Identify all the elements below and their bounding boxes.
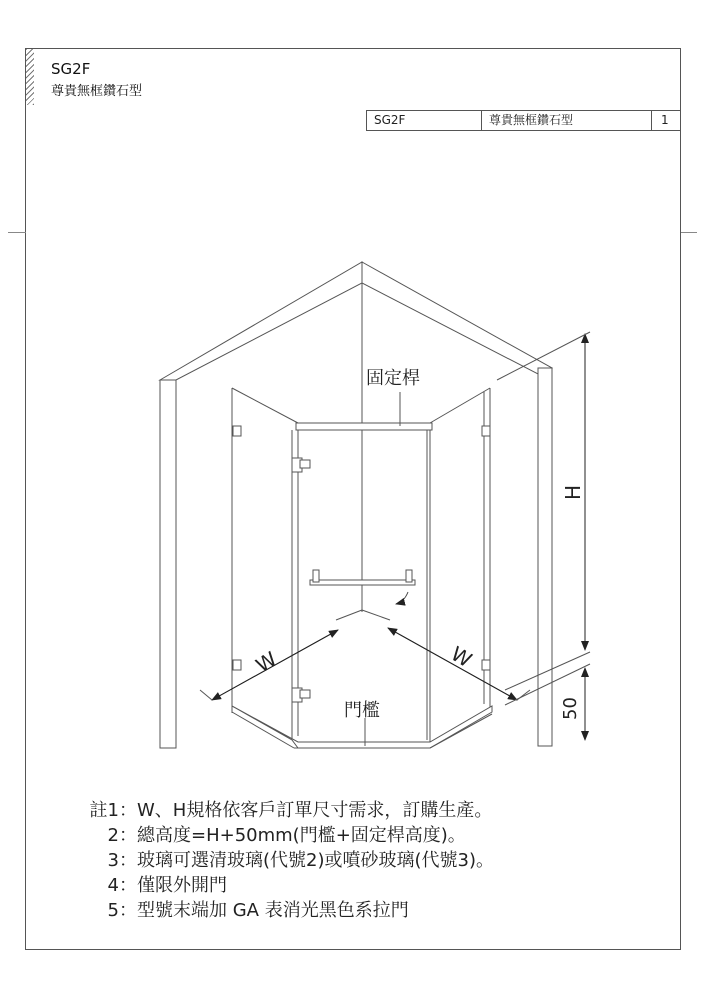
fixed-bar-label: 固定桿 <box>366 368 420 389</box>
note-4-prefix: 4： <box>107 875 137 896</box>
door-swing-arrow <box>396 592 408 604</box>
wall-left <box>160 262 362 748</box>
wall-right <box>362 262 552 746</box>
note-4-text: 僅限外開門 <box>137 875 227 896</box>
model-name: 尊貴無框鑽石型 <box>51 84 143 99</box>
width-label-left: W <box>251 646 282 678</box>
note-3-text: 玻璃可選清玻璃(代號2)或噴砂玻璃(代號3)。 <box>137 850 494 871</box>
note-4 <box>80 873 494 898</box>
title-block-name: 尊貴無框鑽石型 <box>481 111 651 130</box>
note-5-prefix: 5： <box>107 900 137 921</box>
note-1 <box>80 798 494 823</box>
glass-panels <box>232 388 490 742</box>
title-block-code: SG2F <box>366 111 481 130</box>
note-2-prefix: 2： <box>107 825 137 846</box>
note-2 <box>80 823 494 848</box>
note-2-text: 總高度=H+50mm(門檻+固定桿高度)。 <box>137 825 466 846</box>
title-block-sheet: 1 <box>651 111 680 130</box>
fixed-bar <box>296 423 432 430</box>
note-1-prefix: 註1： <box>89 800 137 821</box>
note-3-prefix: 3： <box>107 850 137 871</box>
note-5 <box>80 898 494 923</box>
note-3 <box>80 848 494 873</box>
note-5-text: 型號末端加 GA 表消光黑色系拉門 <box>137 900 409 921</box>
threshold-height-label: 50 <box>560 697 581 720</box>
model-code: SG2F <box>51 60 91 78</box>
notes <box>80 798 494 923</box>
threshold-label: 門檻 <box>344 700 380 721</box>
note-1-text: W、H規格依客戶訂單尺寸需求，訂購生產。 <box>137 800 493 821</box>
width-label-right: W <box>446 641 476 673</box>
height-label: H <box>561 484 585 500</box>
